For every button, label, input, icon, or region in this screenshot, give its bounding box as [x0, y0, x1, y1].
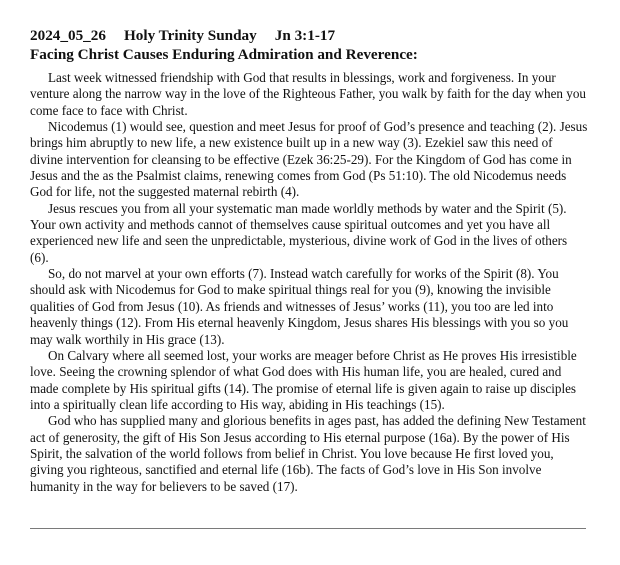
header-line: [30, 26, 588, 45]
paragraph: God who has supplied many and glorious benefits in ages past, has added the defining New Testament act of generosity, the gift of His Son Jesus according to His eternal purpose (16a). By the power of His Spirit, the salvation of the world follows from belief in Christ. You love because He first loved you, giving you righteous, sanctified and eternal life (16b). The facts of God’s love in His Son involve humanity in the way for believers to be saved (17).: [30, 413, 586, 494]
paragraph: On Calvary where all seemed lost, your works are meager before Christ as He proves His irresistible love. Seeing the crowning splendor of what God does with His human life, you are healed, cured and made complete by His spiritual gifts (14). The promise of eternal life is given again to raise up disciples into a spiritually clean life according to His way, abiding in His teachings (15).: [30, 347, 577, 412]
paragraph: So, do not marvel at your own efforts (7). Instead watch carefully for works of the Spirit (8). You should ask with Nicodemus for God to make spiritual things real for you (9), knowing the invisible qualities of God from Jesus (10). As friends and witnesses of Jesus’ works (11), you too are led into heavenly things (12). From His eternal heavenly Kingdom, Jesus shares His blessings with you so you may walk worthily in His grace (13).: [30, 266, 569, 347]
sermon-title: Facing Christ Causes Enduring Admiration and Reverence:: [30, 46, 418, 63]
sermon-document: [30, 26, 588, 495]
bottom-divider: [30, 528, 586, 529]
occasion: Holy Trinity Sunday: [123, 27, 257, 44]
paragraph: Jesus rescues you from all your systematic man made worldly methods by water and the Spirit (5). Your own activity and methods cannot of themselves cause spiritual outcomes and yet you have all experienced new life and seen the unpredictable, mysterious, divine work of God in the lives of others (6).: [30, 200, 568, 265]
paragraph: Nicodemus (1) would see, question and meet Jesus for proof of God’s presence and teaching (2). Jesus brings him abruptly to new life, a new existence built up in a new way (3). Ezekiel saw this need of divine intervention for cleansing to be effective (Ezek 36:25-29). For the Kingdom of God has come in Jesus and the as the Psalmist claims, renewing comes from God (Ps 51:10). The old Nicodemus needs God for life, not the suggested maternal rebirth (4).: [30, 119, 588, 200]
sermon-body: [30, 70, 588, 495]
date: 2024_05_26: [30, 27, 106, 44]
paragraph: Last week witnessed friendship with God that results in blessings, work and forgiveness. In your venture along the narrow way in the love of the Righteous Father, you walk by faith for the day when you come face to face with Christ.: [30, 70, 586, 118]
scripture-reference: Jn 3:1-17: [274, 27, 336, 44]
